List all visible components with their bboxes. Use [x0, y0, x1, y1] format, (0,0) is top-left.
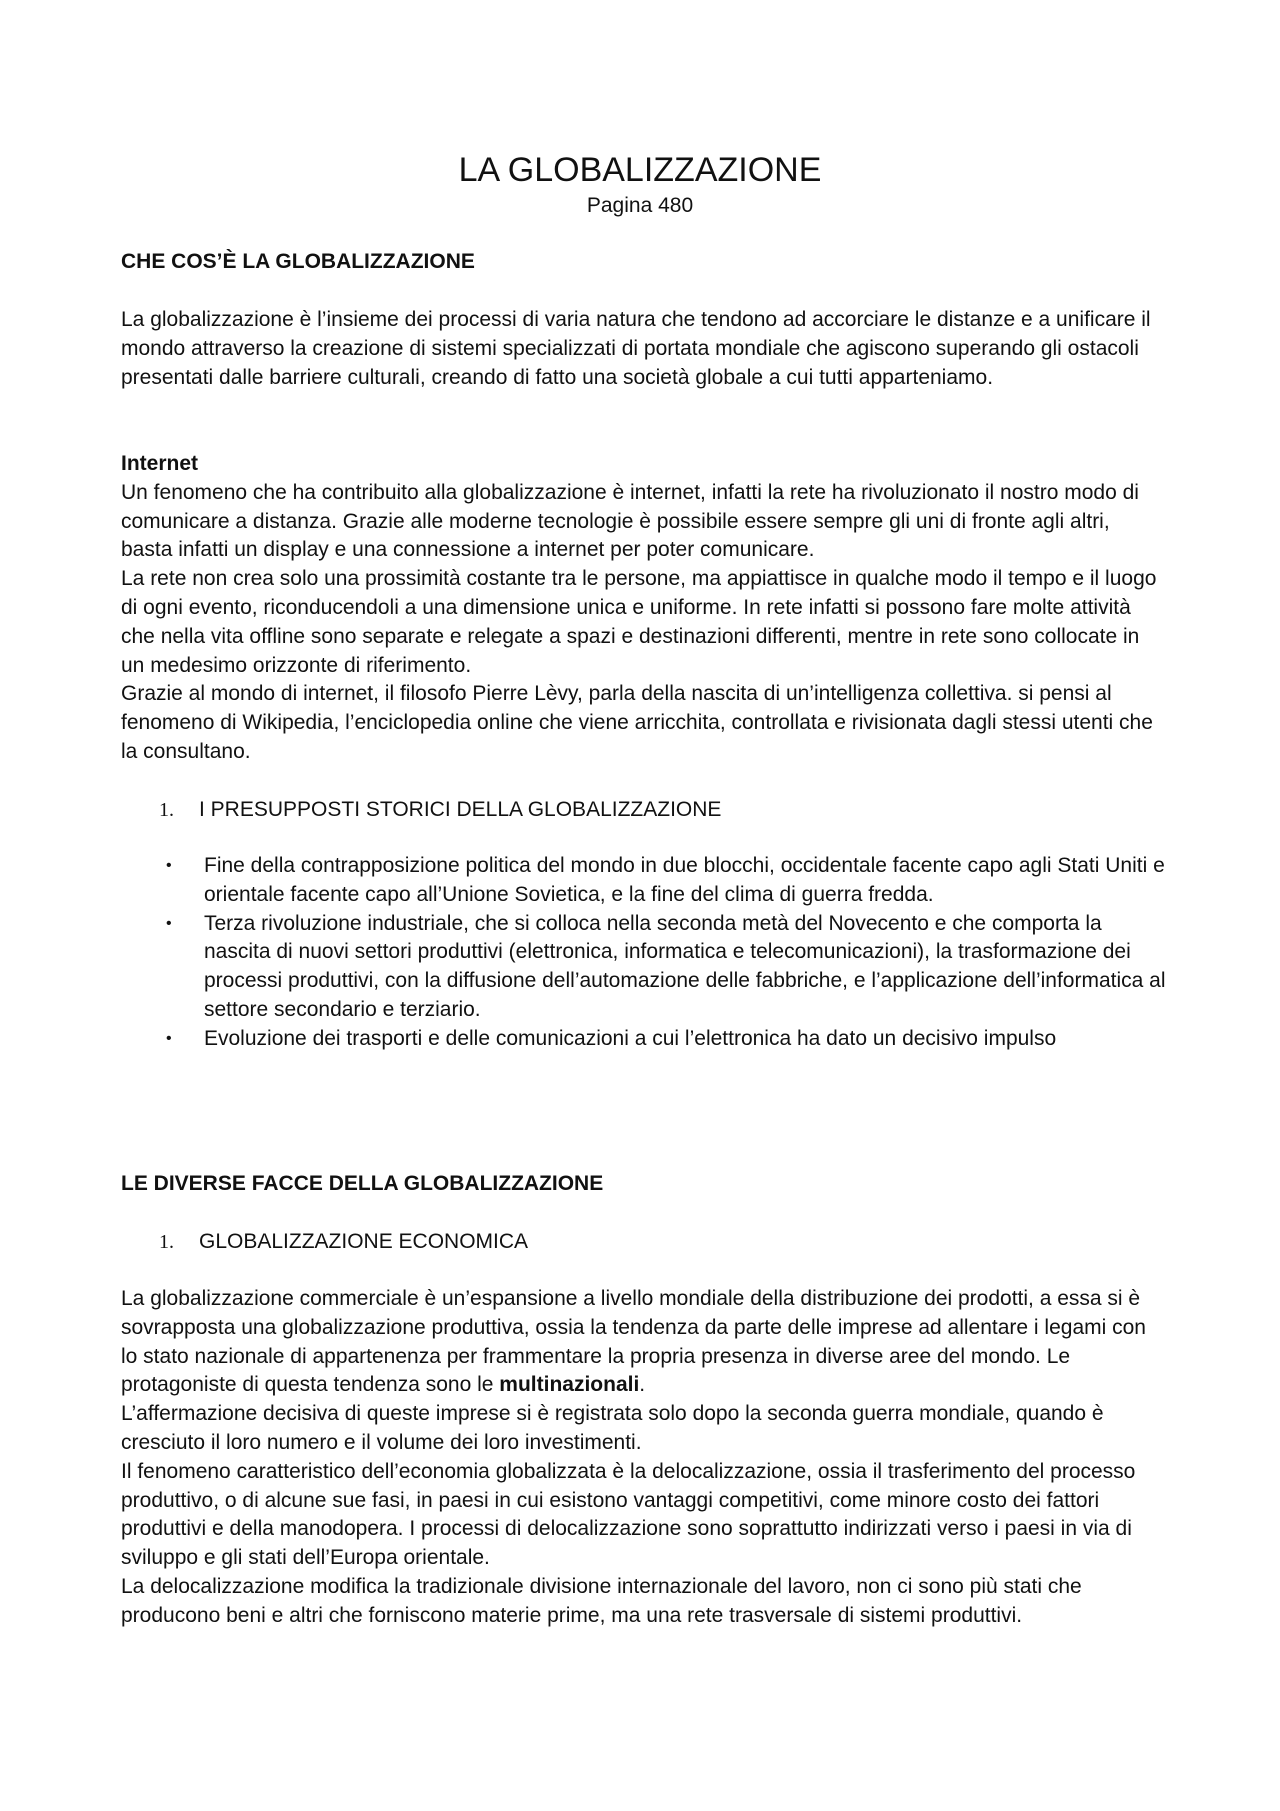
internet-heading: Internet	[121, 452, 199, 475]
economica-paragraph-3: Il fenomeno caratteristico dell’economia globalizzata è la delocalizzazione, ossia il trasferimento del processo produttivo, o di alcune sue fasi, in paesi in cui esistono vantaggi competitivi, come minore costo dei fattori produttivi e della manodopera. I processi di delocalizzazione sono soprattutto indirizzati verso i paesi in via di sviluppo e gli stati dell’Europa orientale.	[121, 1459, 1136, 1570]
economica-heading-text: GLOBALIZZAZIONE ECONOMICA	[199, 1230, 529, 1253]
list-number: 1.	[159, 1231, 174, 1253]
list-number: 1.	[159, 799, 174, 821]
list-item-text: Fine della contrapposizione politica del mondo in due blocchi, occidentale facente capo agli Stati Uniti e orientale facente capo all’Unione Sovietica, e la fine del clima di guerra fredda.	[204, 854, 1165, 906]
economica-paragraph-2: L’affermazione decisiva di queste imprese si è registrata solo dopo la seconda guerra mondiale, quando è cresciuto il loro numero e il volume dei loro investimenti.	[121, 1402, 1104, 1454]
list-item-text: Terza rivoluzione industriale, che si colloca nella seconda metà del Novecento e che comporta la nascita di nuovi settori produttivi (elettronica, informatica e telecomunicazioni), la trasformazione dei processi produttivi, con la diffusione dell’automazione delle fabbriche, e l’applicazione dell’informatica al settore secondario e terziario.	[204, 911, 1166, 1021]
internet-paragraph-3: Grazie al mondo di internet, il filosofo Pierre Lèvy, parla della nascita di un’intelligenza collettiva. si pensi al fenomeno di Wikipedia, l’enciclopedia online che viene arricchita, controllata e rivisionata dagli stessi utenti che la consultano.	[121, 682, 1153, 763]
section-heading-what-is: CHE COS’È LA GLOBALIZZAZIONE	[121, 250, 475, 273]
internet-subsection	[121, 450, 1166, 767]
economica-body	[121, 1285, 1166, 1631]
internet-paragraph-2: La rete non crea solo una prossimità costante tra le persone, ma appiattisce in qualche modo il tempo e il luogo di ogni evento, riconducendoli a una dimensione unica e uniforme. In rete infatti si possono fare molte attività che nella vita offline sono separate e relegate a spazi e destinazioni differenti, mentre in rete sono collocate in un medesimo orizzonte di riferimento.	[121, 567, 1157, 677]
economica-paragraph-4: La delocalizzazione modifica la tradizionale divisione internazionale del lavoro, non ci sono più stati che producono beni e altri che forniscono materie prime, ma una rete trasversale di sistemi produttivi.	[121, 1574, 1082, 1627]
list-item	[121, 852, 1166, 910]
bullet-icon: •	[166, 1029, 172, 1047]
list-item	[121, 910, 1166, 1025]
page-reference: Pagina 480	[586, 194, 694, 217]
definition-paragraph	[121, 306, 1166, 392]
section-heading-facets: LE DIVERSE FACCE DELLA GLOBALIZZAZIONE	[121, 1172, 604, 1195]
list-item	[121, 1025, 1166, 1054]
bullet-icon: •	[166, 857, 172, 874]
document-title: LA GLOBALIZZAZIONE	[458, 151, 822, 189]
presupposti-heading-text: I PRESUPPOSTI STORICI DELLA GLOBALIZZAZIONE	[199, 798, 722, 821]
internet-paragraph-1: Un fenomeno che ha contribuito alla globalizzazione è internet, infatti la rete ha rivoluzionato il nostro modo di comunicare a distanza. Grazie alle moderne tecnologie è possibile essere sempre gli uni di fronte agli altri, basta infatti un display e una connessione a internet per poter comunicare.	[121, 480, 1139, 562]
list-item-text: Evoluzione dei trasporti e delle comunicazioni a cui l’elettronica ha dato un decisivo impulso	[204, 1026, 1057, 1050]
economica-paragraph-1	[121, 1285, 1166, 1400]
presupposti-bullet-list	[121, 852, 1166, 1054]
multinazionali-term: multinazionali	[499, 1373, 640, 1397]
economica-paragraph-1-end: .	[639, 1373, 646, 1397]
definition-text: La globalizzazione è l’insieme dei processi di varia natura che tendono ad accorciare le distanze e a unificare il mondo attraverso la creazione di sistemi specializzati di portata mondiale che agiscono superando gli ostacoli presentati dalle barriere culturali, creando di fatto una società globale a cui tutti apparteniamo.	[121, 308, 1151, 389]
bullet-icon: •	[166, 914, 172, 932]
economica-paragraph-1-text: La globalizzazione commerciale è un’espansione a livello mondiale della distribuzione dei prodotti, a essa si è sovrapposta una globalizzazione produttiva, ossia la tendenza da parte delle imprese ad allentare i legami con lo stato nazionale di appartenenza per frammentare la propria presenza in diverse aree del mondo. Le protagoniste di questa tendenza sono le	[121, 1287, 1146, 1397]
